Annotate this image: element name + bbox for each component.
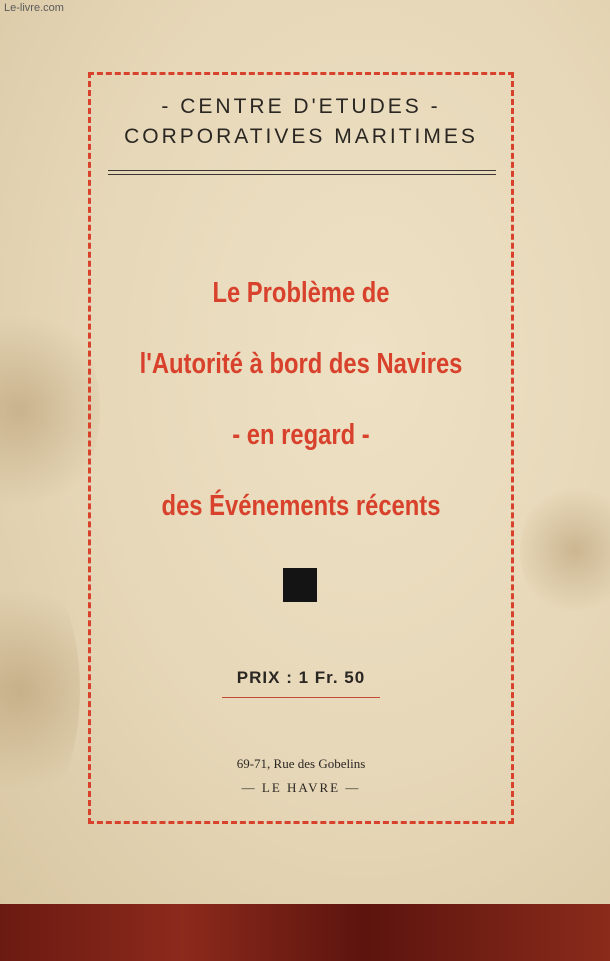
- title-line-4: des Événements récents: [161, 490, 441, 522]
- title-line-1: Le Problème de: [212, 277, 390, 309]
- paper-stain: [0, 300, 100, 520]
- publisher-header: [96, 92, 506, 152]
- header-rule-top: [108, 170, 496, 171]
- book-title: [133, 258, 469, 542]
- watermark-text: Le-livre.com: [4, 2, 64, 14]
- publisher-line-2: CORPORATIVES MARITIMES: [124, 125, 478, 148]
- publisher-line-1: - CENTRE D'ETUDES -: [161, 95, 441, 118]
- background-fabric: [0, 904, 610, 961]
- ornament-square: [283, 568, 317, 602]
- paper-stain: [520, 480, 610, 620]
- title-line-2: l'Autorité à bord des Navires: [139, 348, 463, 380]
- paper-stain: [0, 560, 80, 820]
- address-city: — LE HAVRE —: [241, 780, 361, 795]
- title-line-3: - en regard -: [232, 419, 370, 451]
- publisher-address: [96, 752, 506, 800]
- header-rule-bottom: [108, 174, 496, 175]
- price-label: PRIX : 1 Fr. 50: [236, 668, 366, 687]
- price-underline: [222, 697, 380, 698]
- address-street: 69-71, Rue des Gobelins: [236, 756, 366, 771]
